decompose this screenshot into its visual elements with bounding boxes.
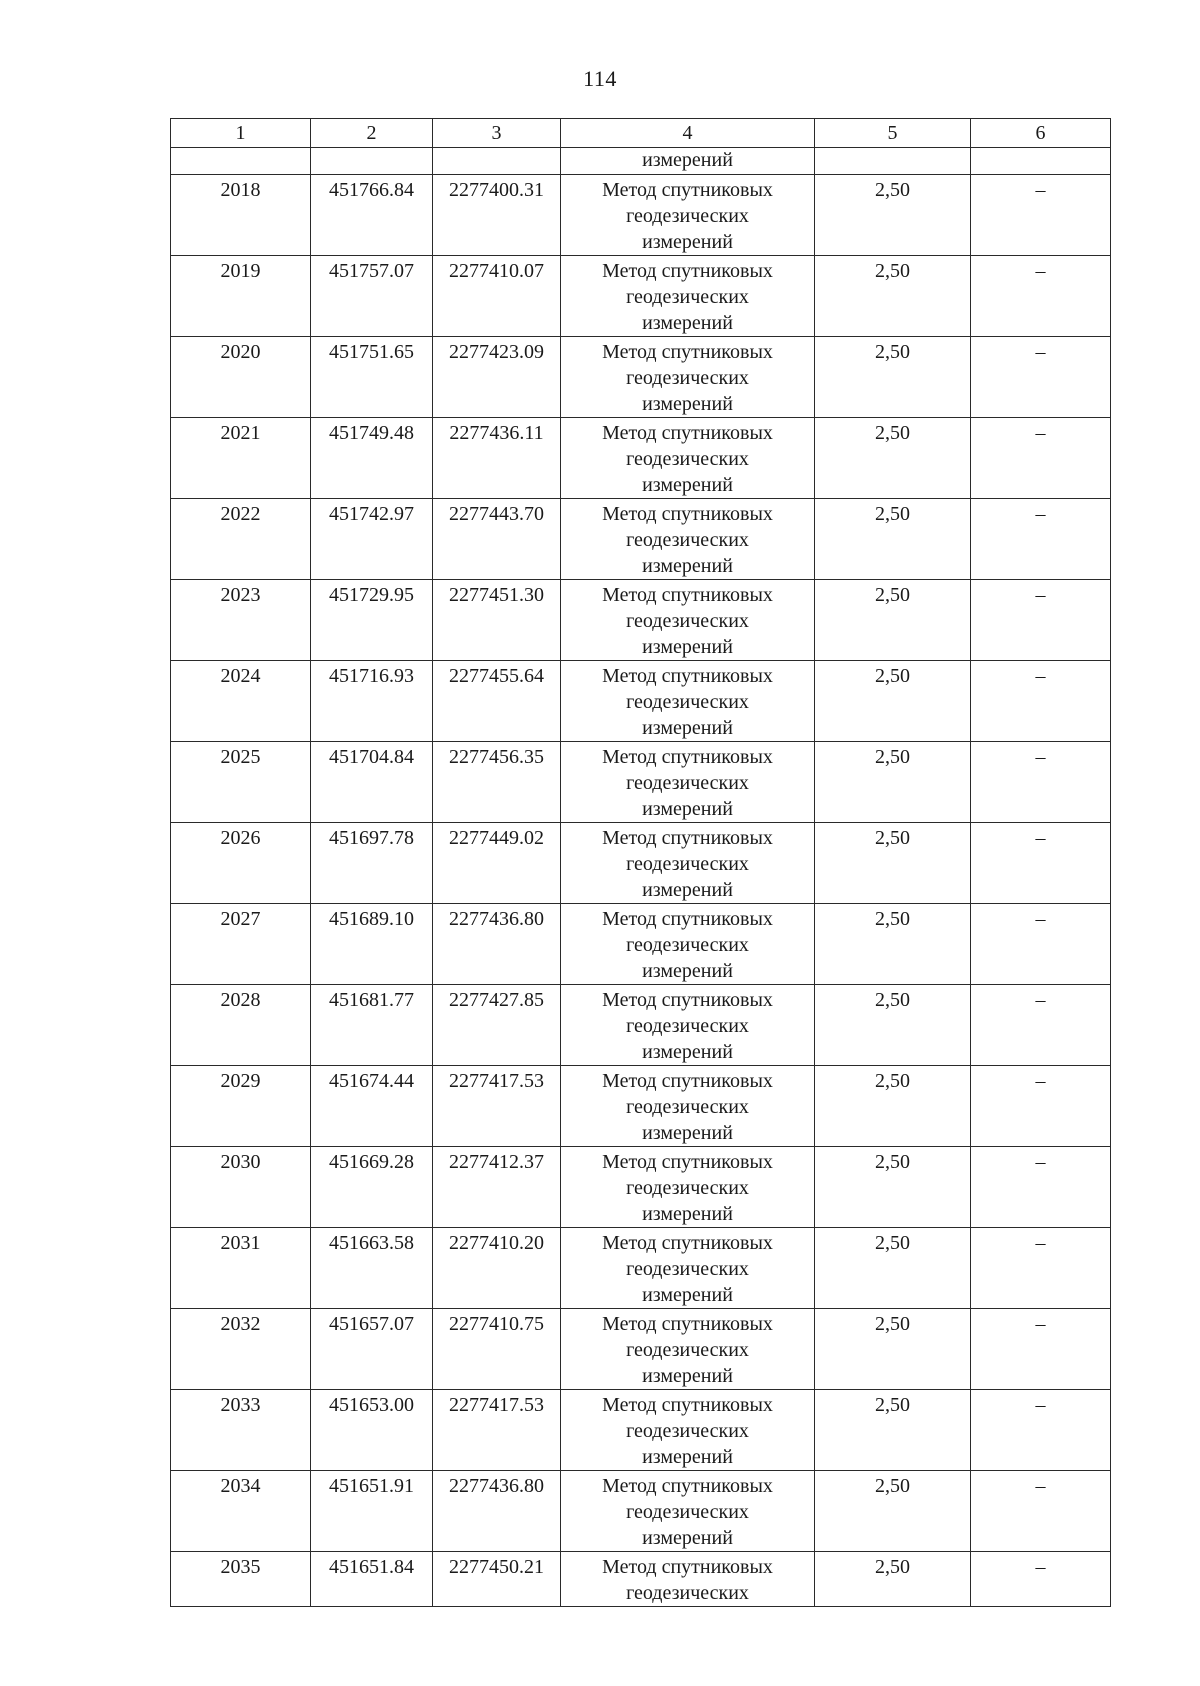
- empty-cell: [815, 148, 971, 175]
- y-coordinate-cell: 2277412.37: [433, 1147, 561, 1228]
- point-number-cell: 2032: [171, 1309, 311, 1390]
- empty-cell: [433, 148, 561, 175]
- accuracy-cell: 2,50: [815, 256, 971, 337]
- accuracy-cell: 2,50: [815, 337, 971, 418]
- x-coordinate-cell: 451651.84: [311, 1552, 433, 1607]
- column-header: 4: [561, 119, 815, 148]
- note-cell: –: [971, 1552, 1111, 1607]
- table-row: [171, 337, 1111, 418]
- table-row: [171, 1066, 1111, 1147]
- note-cell: –: [971, 742, 1111, 823]
- y-coordinate-cell: 2277451.30: [433, 580, 561, 661]
- y-coordinate-cell: 2277450.21: [433, 1552, 561, 1607]
- y-coordinate-cell: 2277443.70: [433, 499, 561, 580]
- page-number: 114: [583, 66, 617, 91]
- x-coordinate-cell: 451716.93: [311, 661, 433, 742]
- empty-cell: [311, 148, 433, 175]
- point-number-cell: 2018: [171, 175, 311, 256]
- column-header: 2: [311, 119, 433, 148]
- accuracy-cell: 2,50: [815, 1066, 971, 1147]
- column-header: 6: [971, 119, 1111, 148]
- empty-cell: [171, 148, 311, 175]
- point-number-cell: 2033: [171, 1390, 311, 1471]
- note-cell: –: [971, 418, 1111, 499]
- empty-cell: [971, 148, 1111, 175]
- y-coordinate-cell: 2277456.35: [433, 742, 561, 823]
- point-number-cell: 2022: [171, 499, 311, 580]
- accuracy-cell: 2,50: [815, 1552, 971, 1607]
- method-cell: измерений: [561, 148, 815, 175]
- x-coordinate-cell: 451757.07: [311, 256, 433, 337]
- note-cell: –: [971, 823, 1111, 904]
- coordinates-table: [170, 118, 1111, 1607]
- note-cell: –: [971, 256, 1111, 337]
- table-row: [171, 985, 1111, 1066]
- y-coordinate-cell: 2277449.02: [433, 823, 561, 904]
- accuracy-cell: 2,50: [815, 1147, 971, 1228]
- note-cell: –: [971, 1471, 1111, 1552]
- table-row: [171, 499, 1111, 580]
- note-cell: –: [971, 175, 1111, 256]
- y-coordinate-cell: 2277400.31: [433, 175, 561, 256]
- method-cell: Метод спутниковых геодезических измерений: [561, 1471, 815, 1552]
- accuracy-cell: 2,50: [815, 580, 971, 661]
- y-coordinate-cell: 2277427.85: [433, 985, 561, 1066]
- point-number-cell: 2025: [171, 742, 311, 823]
- note-cell: –: [971, 1390, 1111, 1471]
- x-coordinate-cell: 451663.58: [311, 1228, 433, 1309]
- method-cell: Метод спутниковых геодезических измерений: [561, 823, 815, 904]
- accuracy-cell: 2,50: [815, 1390, 971, 1471]
- method-cell: Метод спутниковых геодезических измерений: [561, 1228, 815, 1309]
- method-cell: Метод спутниковых геодезических измерений: [561, 1309, 815, 1390]
- y-coordinate-cell: 2277410.75: [433, 1309, 561, 1390]
- x-coordinate-cell: 451657.07: [311, 1309, 433, 1390]
- x-coordinate-cell: 451751.65: [311, 337, 433, 418]
- method-cell: Метод спутниковых геодезических измерений: [561, 256, 815, 337]
- point-number-cell: 2019: [171, 256, 311, 337]
- note-cell: –: [971, 1228, 1111, 1309]
- method-cell: Метод спутниковых геодезических измерений: [561, 904, 815, 985]
- table-row: [171, 823, 1111, 904]
- column-header: 3: [433, 119, 561, 148]
- note-cell: –: [971, 337, 1111, 418]
- table-row: [171, 175, 1111, 256]
- point-number-cell: 2028: [171, 985, 311, 1066]
- point-number-cell: 2029: [171, 1066, 311, 1147]
- x-coordinate-cell: 451653.00: [311, 1390, 433, 1471]
- y-coordinate-cell: 2277410.20: [433, 1228, 561, 1309]
- table-row: [171, 1552, 1111, 1607]
- x-coordinate-cell: 451766.84: [311, 175, 433, 256]
- table-row: [171, 661, 1111, 742]
- accuracy-cell: 2,50: [815, 1471, 971, 1552]
- accuracy-cell: 2,50: [815, 742, 971, 823]
- method-cell: Метод спутниковых геодезических измерений: [561, 742, 815, 823]
- table-row: [171, 1390, 1111, 1471]
- method-cell: Метод спутниковых геодезических измерений: [561, 661, 815, 742]
- x-coordinate-cell: 451689.10: [311, 904, 433, 985]
- header-row: [171, 119, 1111, 148]
- note-cell: –: [971, 1066, 1111, 1147]
- point-number-cell: 2021: [171, 418, 311, 499]
- column-header: 5: [815, 119, 971, 148]
- note-cell: –: [971, 499, 1111, 580]
- x-coordinate-cell: 451674.44: [311, 1066, 433, 1147]
- x-coordinate-cell: 451742.97: [311, 499, 433, 580]
- x-coordinate-cell: 451681.77: [311, 985, 433, 1066]
- accuracy-cell: 2,50: [815, 985, 971, 1066]
- y-coordinate-cell: 2277436.11: [433, 418, 561, 499]
- x-coordinate-cell: 451729.95: [311, 580, 433, 661]
- point-number-cell: 2034: [171, 1471, 311, 1552]
- table-row: [171, 1309, 1111, 1390]
- y-coordinate-cell: 2277455.64: [433, 661, 561, 742]
- accuracy-cell: 2,50: [815, 1309, 971, 1390]
- accuracy-cell: 2,50: [815, 418, 971, 499]
- method-cell: Метод спутниковых геодезических измерений: [561, 1147, 815, 1228]
- note-cell: –: [971, 661, 1111, 742]
- x-coordinate-cell: 451669.28: [311, 1147, 433, 1228]
- point-number-cell: 2023: [171, 580, 311, 661]
- accuracy-cell: 2,50: [815, 499, 971, 580]
- method-cell: Метод спутниковых геодезических измерений: [561, 580, 815, 661]
- x-coordinate-cell: 451697.78: [311, 823, 433, 904]
- y-coordinate-cell: 2277436.80: [433, 1471, 561, 1552]
- note-cell: –: [971, 1309, 1111, 1390]
- accuracy-cell: 2,50: [815, 904, 971, 985]
- note-cell: –: [971, 985, 1111, 1066]
- method-cell: Метод спутниковых геодезических измерений: [561, 1390, 815, 1471]
- method-cell: Метод спутниковых геодезических измерений: [561, 337, 815, 418]
- note-cell: –: [971, 1147, 1111, 1228]
- method-cell: Метод спутниковых геодезических измерений: [561, 418, 815, 499]
- table-row: [171, 418, 1111, 499]
- y-coordinate-cell: 2277423.09: [433, 337, 561, 418]
- point-number-cell: 2031: [171, 1228, 311, 1309]
- carry-over-row: [171, 148, 1111, 175]
- point-number-cell: 2024: [171, 661, 311, 742]
- note-cell: –: [971, 904, 1111, 985]
- y-coordinate-cell: 2277436.80: [433, 904, 561, 985]
- accuracy-cell: 2,50: [815, 661, 971, 742]
- accuracy-cell: 2,50: [815, 175, 971, 256]
- accuracy-cell: 2,50: [815, 1228, 971, 1309]
- point-number-cell: 2026: [171, 823, 311, 904]
- table-row: [171, 1471, 1111, 1552]
- x-coordinate-cell: 451749.48: [311, 418, 433, 499]
- method-cell: Метод спутниковых геодезических измерений: [561, 175, 815, 256]
- accuracy-cell: 2,50: [815, 823, 971, 904]
- method-cell: Метод спутниковых геодезических: [561, 1552, 815, 1607]
- column-header: 1: [171, 119, 311, 148]
- table-row: [171, 1147, 1111, 1228]
- x-coordinate-cell: 451651.91: [311, 1471, 433, 1552]
- table-row: [171, 1228, 1111, 1309]
- point-number-cell: 2030: [171, 1147, 311, 1228]
- table-row: [171, 904, 1111, 985]
- point-number-cell: 2020: [171, 337, 311, 418]
- method-cell: Метод спутниковых геодезических измерений: [561, 1066, 815, 1147]
- method-cell: Метод спутниковых геодезических измерений: [561, 985, 815, 1066]
- y-coordinate-cell: 2277417.53: [433, 1066, 561, 1147]
- y-coordinate-cell: 2277410.07: [433, 256, 561, 337]
- table-row: [171, 742, 1111, 823]
- y-coordinate-cell: 2277417.53: [433, 1390, 561, 1471]
- table-row: [171, 580, 1111, 661]
- point-number-cell: 2035: [171, 1552, 311, 1607]
- note-cell: –: [971, 580, 1111, 661]
- x-coordinate-cell: 451704.84: [311, 742, 433, 823]
- table-row: [171, 256, 1111, 337]
- method-cell: Метод спутниковых геодезических измерений: [561, 499, 815, 580]
- point-number-cell: 2027: [171, 904, 311, 985]
